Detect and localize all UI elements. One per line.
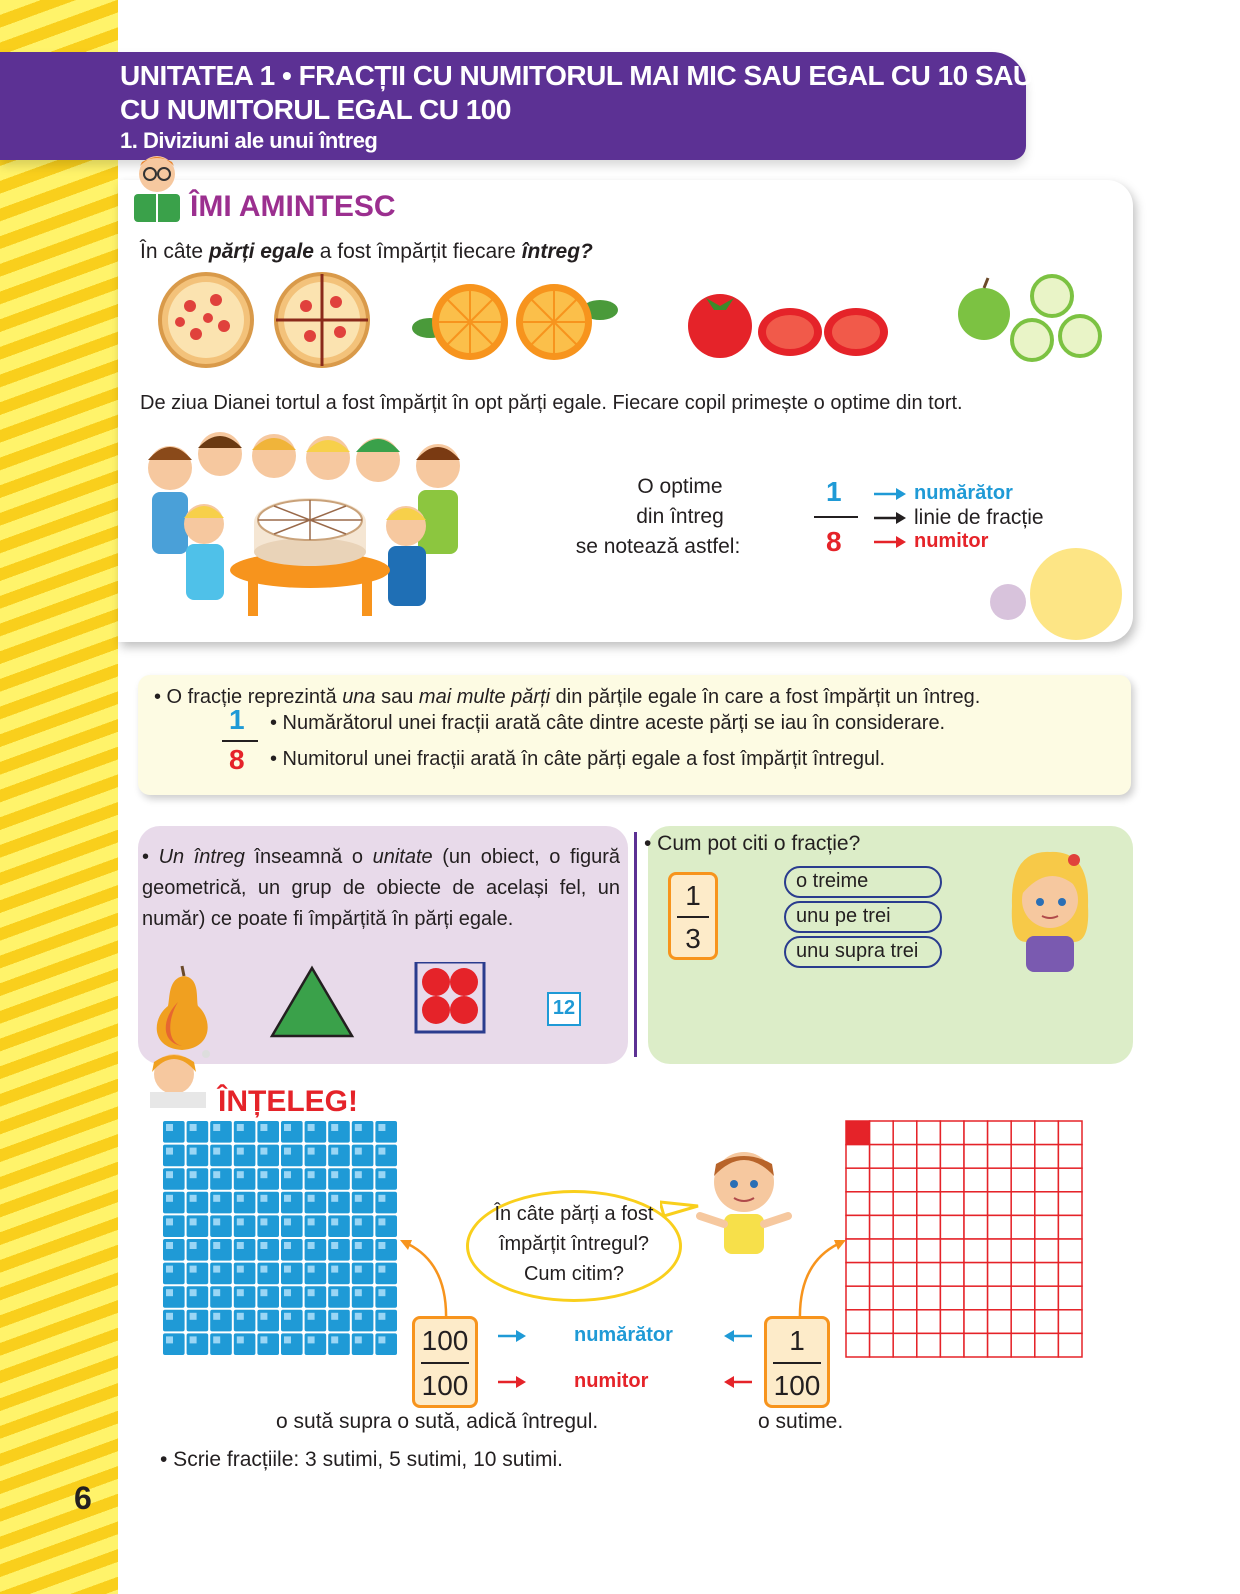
blue-cell-highlight [213,1124,220,1131]
blue-cell-highlight [355,1313,362,1320]
blue-cell-highlight [355,1171,362,1178]
blue-cell-highlight [378,1266,385,1273]
food-illustrations [150,270,1120,370]
blue-cell-highlight [378,1124,385,1131]
red-grid-cell [1058,1145,1082,1169]
arrow-denominator-icon [874,536,906,548]
blue-cell-highlight [237,1171,244,1178]
blue-cell-highlight [213,1171,220,1178]
def-denominator: 8 [229,744,245,775]
label-numerator: numărător [914,482,1013,504]
exercise-text: • Scrie fracțiile: 3 sutimi, 5 sutimi, 10 sutimi. [160,1448,563,1471]
red-grid-cell [1011,1263,1035,1287]
blue-cell-highlight [237,1218,244,1225]
red-grid-cell [1035,1215,1059,1239]
arrow-right-red-icon [498,1376,526,1388]
blue-cell-highlight [284,1148,291,1155]
red-grid-cell [988,1145,1012,1169]
blue-cell-highlight [308,1336,315,1343]
red-grid-cell [1035,1333,1059,1357]
unit-title-line1: UNITATEA 1 • FRACȚII CU NUMITORUL MAI MIC SAU EGAL CU 10 SAU [120,60,1033,91]
unit-title-line2: CU NUMITORUL EGAL CU 100 [120,94,511,125]
red-grid-cell [917,1215,941,1239]
arrow-left-blue-icon [724,1330,752,1342]
blue-cell-highlight [308,1242,315,1249]
blue-cell-highlight [308,1124,315,1131]
red-grid-cell [1035,1263,1059,1287]
blue-cell-highlight [355,1266,362,1273]
red-grid-cell [1011,1145,1035,1169]
arrow-to-red-grid [790,1234,850,1324]
red-grid-cell [1058,1263,1082,1287]
blue-cell-highlight [331,1124,338,1131]
red-grid-cell [964,1286,988,1310]
whole-definition-text: • Un întreg înseamnă o unitate (un obiect, o figură geometrică, un grup de obiecte de același fel, un număr) ce poate fi împărțită în părți egale. [142,846,621,930]
blue-cell-highlight [166,1124,173,1131]
red-grid-cell [1058,1121,1082,1145]
red-grid-cell [893,1333,917,1357]
blue-cell-highlight [213,1313,220,1320]
arrow-to-blue-grid [396,1234,456,1324]
blue-cell-highlight [378,1242,385,1249]
blue-cell-highlight [260,1289,267,1296]
red-grid-cell [870,1145,894,1169]
blue-cell-highlight [166,1336,173,1343]
red-grid-cell [964,1310,988,1334]
apple-icon [958,276,1100,360]
blue-cell-highlight [190,1171,197,1178]
blue-cell-highlight [284,1195,291,1202]
tomato-icon [688,294,888,358]
red-grid-cell [1035,1310,1059,1334]
cake-icon [230,498,390,616]
blue-cell-highlight [331,1195,338,1202]
blue-cell-highlight [355,1289,362,1296]
blue-cell-highlight [331,1266,338,1273]
blue-cell-highlight [190,1124,197,1131]
fraction-line [814,516,858,518]
label-denominator: numitor [914,530,989,552]
label-arrows [872,484,908,554]
blue-cell-highlight [331,1171,338,1178]
red-grid-cell [964,1192,988,1216]
red-grid-cell [988,1310,1012,1334]
blue-cell-highlight [378,1195,385,1202]
blue-cell-highlight [260,1266,267,1273]
blue-cell-highlight [284,1218,291,1225]
arrow-right-blue-icon [498,1330,526,1342]
definition-line2: • Numărătorul unei fracții arată câte dintre aceste părți se iau în considerare. [270,712,946,734]
red-grid-cell [1058,1168,1082,1192]
blue-cell-highlight [166,1195,173,1202]
red-grid-cell [1011,1168,1035,1192]
red-grid-cell [917,1192,941,1216]
blue-cell-highlight [308,1266,315,1273]
blue-cell-highlight [284,1266,291,1273]
red-grid-cell [1011,1310,1035,1334]
story-text: De ziua Dianei tortul a fost împărțit în opt părți egale. Fiecare copil primește o optime din tort. [140,392,963,414]
blue-cell-highlight [190,1266,197,1273]
blue-cell-highlight [166,1242,173,1249]
blue-cell-highlight [213,1289,220,1296]
red-grid-cell [1058,1310,1082,1334]
red-grid-cell [870,1121,894,1145]
red-grid-cell [964,1168,988,1192]
label-fraction-line: linie de fracție [914,506,1044,529]
blue-cell-highlight [237,1242,244,1249]
red-grid-cell [846,1333,870,1357]
blue-cell-highlight [260,1148,267,1155]
red-grid-cell [964,1239,988,1263]
red-grid-cell [1035,1145,1059,1169]
blue-cell-highlight [331,1313,338,1320]
red-grid-cell [940,1145,964,1169]
right-denominator: 100 [773,1370,821,1401]
lesson-title: 1. Diviziuni ale unui întreg [120,128,378,153]
blue-cell-highlight [237,1124,244,1131]
red-grid-cell [964,1121,988,1145]
red-grid-cell [893,1263,917,1287]
blue-cell-highlight [190,1336,197,1343]
red-grid-cell [1011,1215,1035,1239]
blue-cell-highlight [331,1336,338,1343]
red-grid-cell [917,1121,941,1145]
boy-icon [694,1140,794,1260]
fraction-numerator: 1 [826,476,842,507]
blue-cell-highlight [213,1266,220,1273]
red-grid-cell [870,1263,894,1287]
red-grid-cell [1035,1192,1059,1216]
blue-cell-highlight [284,1289,291,1296]
blue-cell-highlight [237,1148,244,1155]
definition-line3: • Numitorul unei fracții arată în câte părți egale a fost împărțit întregul. [270,748,886,770]
red-grid-cell [870,1215,894,1239]
bubble-line1: În câte părți a fost [494,1203,654,1225]
red-grid-cell [1011,1239,1035,1263]
bubble-tail [660,1196,700,1218]
decor-circle-yellow [1030,548,1122,640]
blue-cell-highlight [308,1195,315,1202]
reading-option-1: o treime [784,866,942,898]
blue-cell-highlight [308,1148,315,1155]
pear-icon [157,966,208,1050]
red-grid-cell [964,1333,988,1357]
blue-cell-highlight [213,1195,220,1202]
blue-cell-highlight [308,1289,315,1296]
blue-cell-highlight [355,1242,362,1249]
blue-cell-highlight [355,1124,362,1131]
fraction-100-100 [412,1316,478,1408]
red-grid-cell [870,1310,894,1334]
blue-hundred-grid [162,1120,400,1358]
caption-hundredth: o sutime. [758,1410,844,1433]
red-grid-cell [870,1192,894,1216]
red-grid-cell [1035,1239,1059,1263]
red-grid-cell [893,1145,917,1169]
blue-cell-highlight [213,1242,220,1249]
red-grid-cell [893,1121,917,1145]
red-grid-cell [1058,1192,1082,1216]
number-tile: 12 [547,992,581,1026]
left-numerator: 100 [421,1325,469,1356]
blue-cell-highlight [237,1289,244,1296]
red-grid-cell [917,1239,941,1263]
red-grid-cell [846,1168,870,1192]
fraction-one-third [668,872,718,960]
bubble-line2: împărțit întregul? [498,1233,650,1255]
blue-cell-highlight [284,1242,291,1249]
children-cake-illustration [138,420,483,630]
blue-cell-highlight [166,1148,173,1155]
blue-cell-highlight [308,1218,315,1225]
blue-cell-highlight [213,1218,220,1225]
arrow-numerator-icon [874,488,906,500]
blue-cell-highlight [308,1313,315,1320]
blue-cell-highlight [284,1336,291,1343]
red-grid-filled-cell [846,1121,870,1145]
red-grid-cell [893,1286,917,1310]
blue-cell-highlight [355,1336,362,1343]
note-line2: din întreg [636,505,724,528]
red-grid-cell [940,1333,964,1357]
arrow-left-red-icon [724,1376,752,1388]
reading-option-3: unu supra trei [784,936,942,968]
blue-cell-highlight [237,1313,244,1320]
red-grid-cell [893,1192,917,1216]
blue-cell-highlight [213,1148,220,1155]
blue-cell-highlight [260,1242,267,1249]
blue-cell-highlight [355,1195,362,1202]
whole-examples [148,962,598,1054]
red-grid-cell [964,1263,988,1287]
understand-title: ÎNȚELEG! [218,1085,358,1118]
blue-cell-highlight [378,1148,385,1155]
blue-cell-highlight [284,1313,291,1320]
speech-bubble [466,1190,682,1302]
blue-cell-highlight [355,1148,362,1155]
blue-cell-highlight [166,1313,173,1320]
red-grid-cell [940,1121,964,1145]
center-label-numerator: numărător [574,1324,673,1346]
red-grid-cell [917,1333,941,1357]
red-grid-cell [940,1310,964,1334]
pizza-cut-icon [276,274,368,366]
red-grid-cell [988,1168,1012,1192]
blue-cell-highlight [190,1313,197,1320]
arrow-line-icon [874,512,906,524]
balls-group-icon [416,962,484,1032]
blue-cell-highlight [331,1242,338,1249]
red-grid-cell [870,1333,894,1357]
red-grid-cell [940,1263,964,1287]
blue-cell-highlight [190,1195,197,1202]
red-grid-cell [846,1192,870,1216]
red-grid-cell [870,1286,894,1310]
caption-whole: o sută supra o sută, adică întregul. [276,1410,599,1433]
red-grid-cell [1011,1286,1035,1310]
center-label-denominator: numitor [574,1370,649,1392]
blue-cell-highlight [237,1195,244,1202]
decor-circle-lilac [990,584,1026,620]
red-grid-cell [940,1286,964,1310]
red-grid-cell [1011,1192,1035,1216]
blue-cell-highlight [166,1266,173,1273]
note-line1: O optime [637,475,723,498]
third-denominator: 3 [685,923,701,954]
page-number: 6 [74,1480,92,1516]
fraction-denominator: 8 [826,526,842,557]
reading-boy-icon [128,152,186,228]
note-line3: se notează astfel: [575,535,741,558]
blue-cell-highlight [237,1266,244,1273]
blue-cell-highlight [213,1336,220,1343]
reading-question: • Cum pot citi o fracție? [644,832,861,855]
red-grid-cell [988,1286,1012,1310]
red-grid-cell [917,1310,941,1334]
orange-halves-icon [412,284,618,360]
red-grid-cell [988,1333,1012,1357]
blue-cell-highlight [284,1171,291,1178]
blue-cell-highlight [331,1148,338,1155]
left-denominator: 100 [421,1370,469,1401]
blue-cell-highlight [378,1218,385,1225]
blue-cell-highlight [284,1124,291,1131]
red-grid-cell [940,1192,964,1216]
red-grid-cell [1058,1215,1082,1239]
red-grid-cell [988,1239,1012,1263]
red-grid-cell [1058,1333,1082,1357]
blue-cell-highlight [260,1195,267,1202]
blue-cell-highlight [331,1289,338,1296]
pizza-whole-icon [160,274,252,366]
red-grid-cell [917,1145,941,1169]
triangle-icon [272,968,352,1036]
blue-cell-highlight [190,1218,197,1225]
red-grid-cell [893,1310,917,1334]
red-grid-cell [940,1239,964,1263]
red-grid-cell [917,1286,941,1310]
definition-line1: • O fracție reprezintă una sau mai multe părți din părțile egale în care a fost împărțit un întreg. [154,686,981,708]
red-grid-cell [940,1215,964,1239]
blue-cell-highlight [378,1336,385,1343]
blue-cell-highlight [331,1218,338,1225]
red-grid-cell [917,1263,941,1287]
blue-cell-highlight [378,1171,385,1178]
red-grid-cell [1035,1121,1059,1145]
red-grid-cell [1011,1333,1035,1357]
red-grid-cell [917,1168,941,1192]
bubble-line3: Cum citim? [523,1263,624,1285]
blue-cell-highlight [355,1218,362,1225]
red-grid-cell [893,1168,917,1192]
blue-cell-highlight [378,1289,385,1296]
red-grid-cell [846,1145,870,1169]
blue-cell-highlight [260,1336,267,1343]
red-grid-cell [1058,1286,1082,1310]
blue-cell-highlight [260,1124,267,1131]
remember-title: ÎMI AMINTESC [190,190,396,223]
blue-cell-highlight [166,1218,173,1225]
blue-cell-highlight [260,1218,267,1225]
red-grid-cell [988,1263,1012,1287]
red-grid-cell [1058,1239,1082,1263]
red-grid-cell [1035,1286,1059,1310]
red-grid-cell [893,1215,917,1239]
red-grid-cell [988,1215,1012,1239]
red-grid-cell [1035,1168,1059,1192]
blue-cell-highlight [378,1313,385,1320]
blue-cell-highlight [166,1289,173,1296]
def-fraction-line [222,740,258,742]
blue-cell-highlight [190,1148,197,1155]
reading-option-2: unu pe trei [784,901,942,933]
remember-question: În câte părți egale a fost împărțit fiecare întreg? [140,240,593,263]
red-grid-cell [988,1121,1012,1145]
thinking-girl-icon [134,1046,220,1112]
red-grid-cell [870,1239,894,1263]
blue-cell-highlight [237,1336,244,1343]
blue-cell-highlight [260,1171,267,1178]
decorative-stripe [0,0,118,1594]
red-grid-cell [870,1168,894,1192]
right-numerator: 1 [789,1325,805,1356]
def-numerator: 1 [229,704,245,735]
blue-cell-highlight [190,1242,197,1249]
red-grid-cell [988,1192,1012,1216]
divider [634,832,637,1057]
red-hundred-grid [845,1120,1083,1358]
red-grid-cell [893,1239,917,1263]
red-grid-cell [1011,1121,1035,1145]
blue-cell-highlight [308,1171,315,1178]
girl-icon [1004,846,1094,976]
red-grid-cell [964,1145,988,1169]
third-numerator: 1 [685,880,701,911]
red-grid-cell [940,1168,964,1192]
blue-cell-highlight [166,1171,173,1178]
blue-cell-highlight [260,1313,267,1320]
red-grid-cell [964,1215,988,1239]
blue-cell-highlight [190,1289,197,1296]
